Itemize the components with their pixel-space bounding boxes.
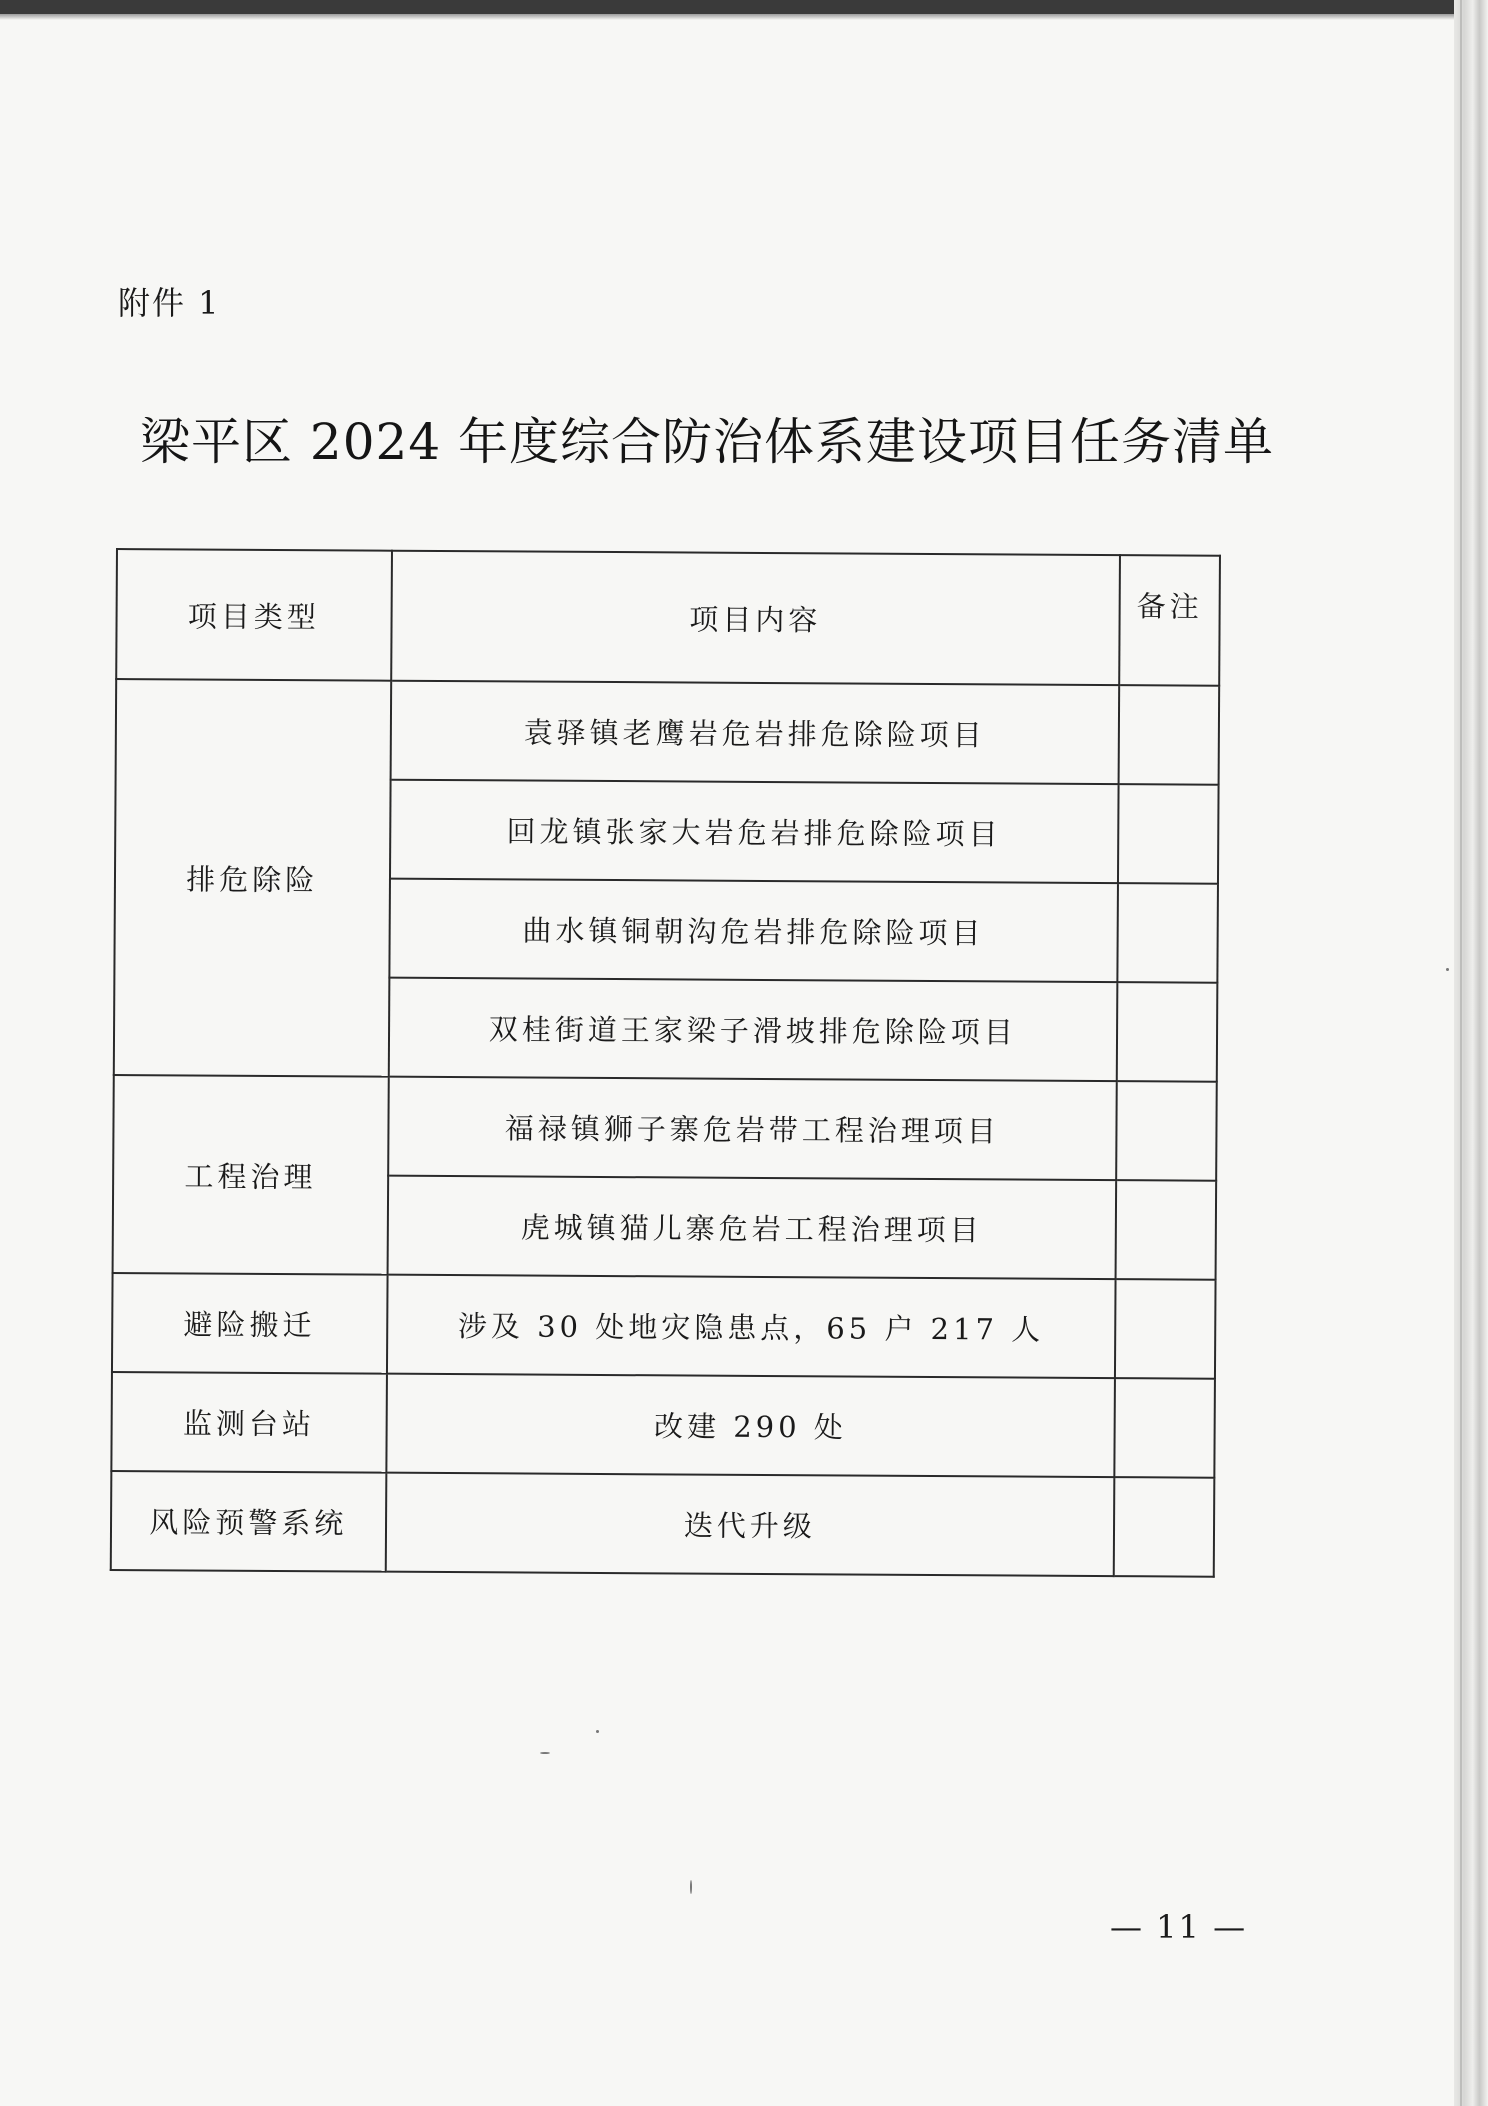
content-cell: 袁驿镇老鹰岩危岩排危除险项目 — [390, 681, 1119, 784]
header-project-type: 项目类型 — [116, 549, 391, 681]
content-cell: 虎城镇猫儿寨危岩工程治理项目 — [387, 1176, 1116, 1279]
content-cell: 双桂街道王家梁子滑坡排危除险项目 — [388, 978, 1117, 1081]
content-cell: 福禄镇狮子寨危岩带工程治理项目 — [388, 1077, 1117, 1180]
content-cell: 改建 290 处 — [386, 1374, 1115, 1477]
content-cell: 迭代升级 — [385, 1473, 1114, 1576]
table-header-row — [116, 549, 1220, 686]
note-cell — [1116, 1081, 1216, 1181]
page-number: — 11 — — [1110, 1908, 1248, 1946]
type-cell-engineering: 工程治理 — [113, 1075, 389, 1275]
note-cell — [1114, 1477, 1214, 1577]
note-cell — [1118, 784, 1218, 884]
note-cell — [1114, 1378, 1214, 1478]
note-cell — [1116, 1180, 1216, 1280]
table-row — [112, 1273, 1216, 1379]
note-cell — [1117, 883, 1217, 983]
scan-top-edge — [0, 0, 1488, 14]
content-cell: 回龙镇张家大岩危岩排危除险项目 — [389, 780, 1118, 883]
table-row — [111, 1471, 1215, 1577]
header-project-content: 项目内容 — [391, 551, 1120, 685]
scan-speck — [596, 1730, 599, 1733]
note-cell — [1117, 982, 1217, 1082]
table-row — [116, 679, 1220, 785]
scan-speck — [1446, 968, 1449, 971]
task-table — [110, 548, 1221, 1578]
type-cell-warning-system: 风险预警系统 — [111, 1471, 386, 1572]
content-cell: 曲水镇铜朝沟危岩排危除险项目 — [389, 879, 1118, 982]
type-cell-hazard-removal: 排危除险 — [114, 679, 391, 1077]
header-note: 备注 — [1119, 555, 1220, 686]
table-row — [113, 1075, 1217, 1181]
type-cell-relocation: 避险搬迁 — [112, 1273, 387, 1374]
note-cell — [1115, 1279, 1215, 1379]
document-title: 梁平区 2024 年度综合防治体系建设项目任务清单 — [140, 413, 1275, 471]
type-cell-monitoring: 监测台站 — [111, 1372, 386, 1473]
scan-speck — [540, 1752, 550, 1754]
table-row — [111, 1372, 1215, 1478]
scan-speck — [690, 1880, 692, 1894]
scan-right-edge-line — [1460, 0, 1462, 2106]
content-cell: 涉及 30 处地灾隐患点，65 户 217 人 — [386, 1275, 1115, 1378]
note-cell — [1119, 685, 1219, 785]
attachment-label: 附件 1 — [118, 284, 221, 322]
